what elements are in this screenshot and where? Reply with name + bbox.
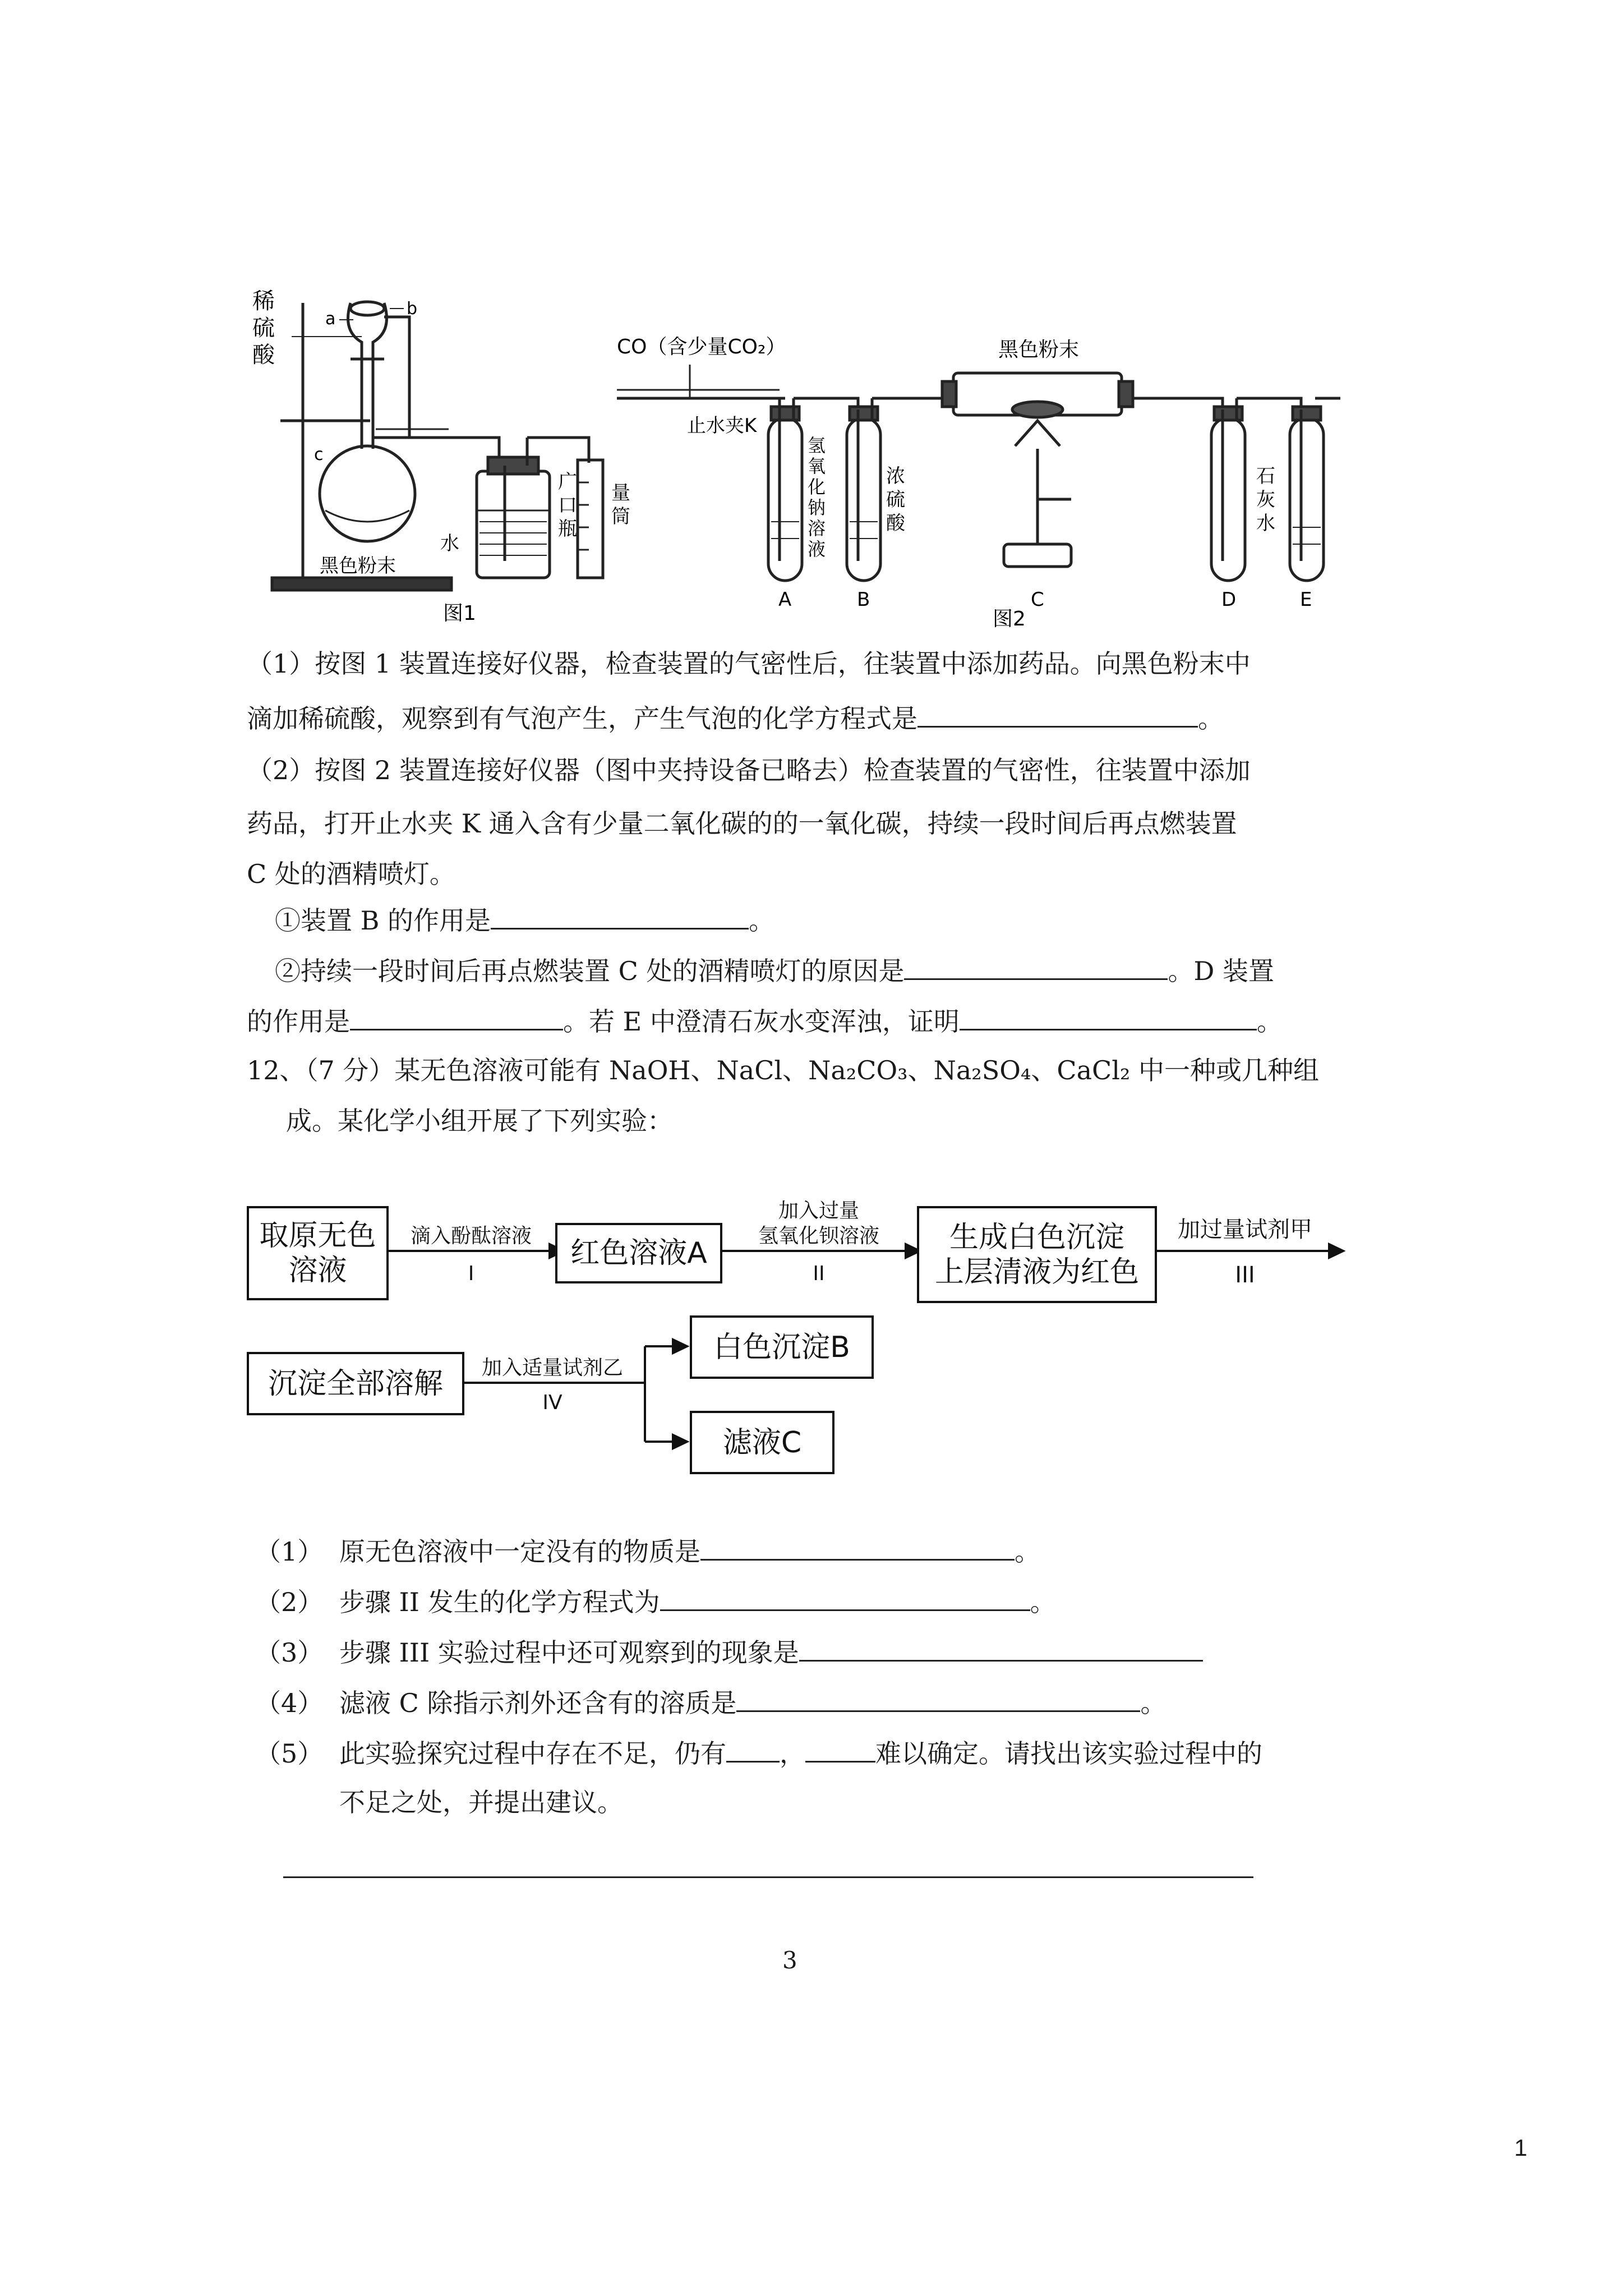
q12-sub4: [255, 1686, 1166, 1719]
q11-sub2-line1: [275, 954, 1274, 987]
q12-sub3-text: 步骤 III 实验过程中还可观察到的现象是: [339, 1637, 799, 1668]
fig1-cylinder-label-2: 筒: [611, 505, 630, 528]
fig1-label-a: a: [325, 309, 336, 329]
fig2-limewater-label-2: 灰: [1256, 489, 1275, 511]
fig1-bottle-label-1: 广: [558, 471, 577, 493]
fig1-cylinder-label-1: 量: [611, 482, 630, 504]
flow-step4-number: IV: [542, 1391, 562, 1414]
q12-sub2-number: （2）: [255, 1587, 324, 1617]
q12-sub4-answer-blank[interactable]: [736, 1686, 1140, 1712]
q11-part2-line1: （2）按图 2 装置连接好仪器（图中夹持设备已略去）检查装置的气密性，往装置中添加: [247, 755, 1251, 785]
q11-sub2-reason-blank[interactable]: [904, 954, 1168, 980]
figure-2: [611, 314, 1346, 628]
fig1-acid-label-2: 硫: [252, 315, 275, 341]
flow-box-red-solution-a: 红色溶液A: [555, 1223, 722, 1283]
q11-sub2-line2: [247, 1004, 1283, 1037]
fig1-water-label: 水: [440, 532, 459, 555]
q11-e-proof-blank[interactable]: [960, 1004, 1257, 1030]
fig2-naoh-label-5: 溶: [808, 518, 826, 539]
page-number: 3: [782, 1947, 797, 1974]
q11-sub1-answer-blank[interactable]: [491, 903, 749, 930]
flow-box-white-precipitate-b: 白色沉淀B: [690, 1315, 874, 1379]
flow-step2-number: II: [813, 1262, 825, 1285]
flow-box-original-solution-line1: 取原无色: [259, 1219, 376, 1253]
q12-sub1-end: 。: [1015, 1536, 1040, 1567]
flow-box-original-solution: [247, 1206, 389, 1300]
flow-box-white-precipitate-line2: 上层清液为红色: [934, 1255, 1139, 1289]
q12-sub5-answer-line[interactable]: [283, 1876, 1253, 1878]
q12-sub5-number: （5）: [255, 1738, 324, 1769]
figure-1: [241, 269, 634, 628]
fig1-acid-label-1: 稀: [252, 288, 275, 314]
q11-part1-end: 。: [1198, 703, 1224, 734]
fig1-bottle-label-3: 瓶: [558, 518, 577, 540]
fig2-naoh-label-3: 化: [808, 476, 826, 498]
q11-sub2-text-b: 。D 装置: [1168, 956, 1274, 986]
q12-sub4-number: （4）: [255, 1688, 324, 1718]
fig2-h2so4-label-1: 浓: [886, 465, 905, 487]
fig2-tube-letter-a: A: [778, 588, 792, 611]
q11-part1-answer-blank[interactable]: [917, 701, 1198, 728]
flow-box-precipitate-dissolved: 沉淀全部溶解: [247, 1352, 464, 1415]
flow-step2-label-line1: 加入过量: [778, 1199, 859, 1222]
q11-sub1-text: ①装置 B 的作用是: [275, 905, 491, 936]
fig2-limewater-label-1: 石: [1256, 465, 1275, 487]
q11-part1-line1: （1）按图 1 装置连接好仪器，检查装置的气密性后，往装置中添加药品。向黑色粉末中: [247, 648, 1251, 679]
fig2-tube-letter-e: E: [1300, 588, 1312, 611]
q12-sub2-text: 步骤 II 发生的化学方程式为: [339, 1587, 660, 1617]
q11-sub2-text-e: 。: [1256, 1006, 1283, 1037]
fig2-tube-letter-c: C: [1031, 588, 1044, 611]
figure-1-drawing: [241, 269, 634, 628]
q12-sub1-number: （1）: [255, 1536, 324, 1567]
q12-sub3-number: （3）: [255, 1637, 324, 1668]
fig1-label-c: c: [314, 445, 324, 464]
fig2-h2so4-label-2: 硫: [886, 489, 905, 511]
flow-step1-label: 滴入酚酞溶液: [410, 1225, 532, 1248]
fig1-acid-label-3: 酸: [252, 342, 275, 368]
q12-sub1: [255, 1534, 1040, 1567]
q12-sub2-end: 。: [1030, 1587, 1056, 1617]
figure-2-drawing: [611, 314, 1346, 628]
flow-step3-number: III: [1235, 1262, 1255, 1288]
q12-sub5-blank-2[interactable]: [805, 1736, 875, 1763]
fig2-naoh-label-1: 氢: [808, 435, 826, 456]
flow-box-original-solution-line2: 溶液: [288, 1254, 347, 1287]
fig1-powder-label: 黑色粉末: [320, 555, 396, 577]
fig2-h2so4-label-3: 酸: [886, 512, 905, 535]
fig1-caption: 图1: [443, 602, 476, 625]
q11-part2-line2: 药品，打开止水夹 K 通入含有少量二氧化碳的的一氧化碳，持续一段时间后再点燃装置: [247, 808, 1237, 839]
q12-sub3: [255, 1635, 1203, 1668]
q12-sub5-text: 此实验探究过程中存在不足，仍有: [339, 1738, 726, 1769]
q12-sub5-blank-1[interactable]: [726, 1736, 780, 1763]
q11-part2-line3: C 处的酒精喷灯。: [247, 859, 455, 889]
flow-box-white-precipitate: [917, 1206, 1157, 1303]
fig2-naoh-label-2: 氧: [808, 455, 826, 477]
q11-sub2-text-a: ②持续一段时间后再点燃装置 C 处的酒精喷灯的原因是: [275, 956, 905, 986]
flow-box-filtrate-c: 滤液C: [690, 1411, 834, 1474]
q12-sub2: [255, 1585, 1056, 1618]
q12-sub5-line2: 不足之处，并提出建议。: [339, 1787, 623, 1818]
flow-step2-label-line2: 氢氧化钡溶液: [758, 1225, 879, 1248]
q11-d-purpose-blank[interactable]: [350, 1004, 563, 1030]
flow-step1-number: I: [468, 1262, 474, 1285]
fig2-naoh-label-6: 液: [808, 539, 826, 560]
q12-sub4-text: 滤液 C 除指示剂外还含有的溶质是: [339, 1688, 737, 1718]
corner-page-number: 1: [1514, 2134, 1528, 2161]
q11-part1-line2: [247, 701, 1224, 734]
flow-step3-label: 加过量试剂甲: [1178, 1217, 1312, 1243]
q12-sub3-answer-blank[interactable]: [799, 1635, 1203, 1662]
q11-sub1-end: 。: [749, 905, 775, 936]
fig2-tube-letter-b: B: [857, 588, 870, 611]
q12-sub2-answer-blank[interactable]: [660, 1585, 1030, 1611]
fig1-bottle-label-2: 口: [558, 494, 577, 517]
q12-sub5-separator: ，: [780, 1738, 805, 1769]
q11-part1-line2-text: 滴加稀硫酸，观察到有气泡产生，产生气泡的化学方程式是: [247, 703, 917, 734]
q12-sub1-answer-blank[interactable]: [700, 1534, 1015, 1561]
q11-sub2-text-c: 的作用是: [247, 1006, 350, 1037]
q12-intro-line1: 12、（7 分）某无色溶液可能有 NaOH、NaCl、Na₂CO₃、Na₂SO₄、CaCl₂ 中一种或几种组: [247, 1055, 1319, 1085]
fig2-tube-letter-d: D: [1221, 588, 1237, 611]
flow-step4-label: 加入适量试剂乙: [481, 1356, 623, 1379]
q11-sub2-text-d: 。若 E 中澄清石灰水变浑浊，证明: [563, 1006, 960, 1037]
q12-sub5-line1: [255, 1736, 1262, 1769]
flowchart: [241, 1172, 1352, 1487]
fig2-caption: 图2: [993, 608, 1026, 628]
q12-sub4-end: 。: [1140, 1688, 1166, 1718]
fig2-clamp-label: 止水夹K: [687, 415, 757, 437]
fig2-naoh-label-4: 钠: [808, 497, 826, 518]
q12-sub5-after: 难以确定。请找出该实验过程中的: [875, 1738, 1262, 1769]
fig2-gas-label: CO（含少量CO₂）: [617, 335, 786, 358]
flow-box-white-precipitate-line1: 生成白色沉淀: [949, 1220, 1124, 1254]
q12-intro-line2: 成。某化学小组开展了下列实验：: [286, 1106, 673, 1136]
fig1-label-b: b: [407, 299, 418, 319]
fig2-limewater-label-3: 水: [1256, 512, 1275, 535]
fig2-powder-label: 黑色粉末: [998, 338, 1080, 361]
q11-sub1: [275, 903, 774, 936]
q12-sub1-text: 原无色溶液中一定没有的物质是: [339, 1536, 700, 1567]
